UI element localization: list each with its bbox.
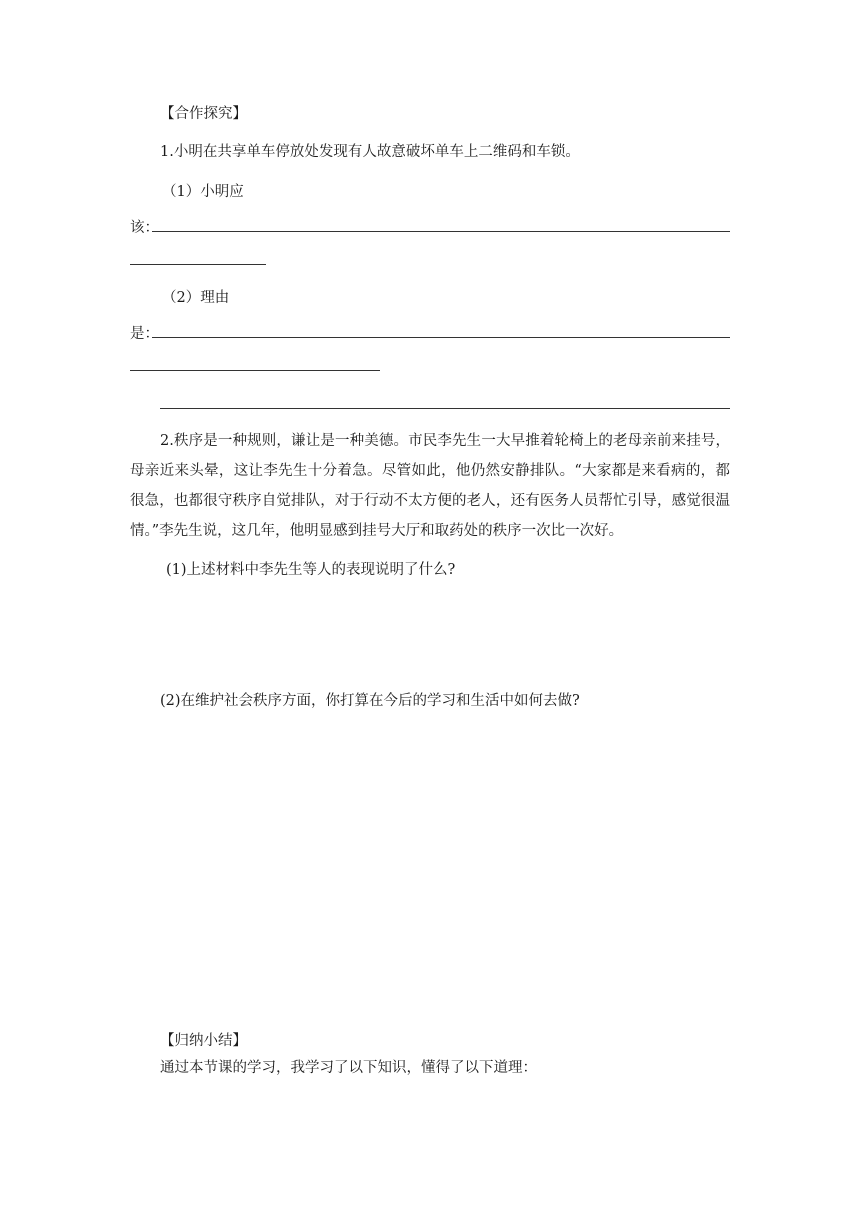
question-1-part-2-label: （2）理由 — [162, 290, 230, 306]
question-1-part-1-continuation: 该： — [130, 220, 159, 236]
question-1-part-2-continuation: 是： — [130, 326, 159, 342]
question-2-sub-2: (2)在维护社会秩序方面，你打算在今后的学习和生活中如何去做? — [160, 693, 580, 709]
question-2-sub-1: (1)上述材料中李先生等人的表现说明了什么? — [166, 562, 456, 578]
question-2-passage — [130, 426, 730, 546]
summary-prompt: 通过本节课的学习，我学习了以下知识，懂得了以下道理： — [160, 1060, 537, 1076]
answer-line[interactable] — [130, 264, 266, 265]
question-2-passage-text: 2.秩序是一种规则，谦让是一种美德。市民李先生一大早推着轮椅上的老母亲前来挂号，母亲近来头晕，这让李先生十分着急。尽管如此，他仍然安静排队。“大家都是来看病的，都很急，也都很守秩序自觉排队，对于行动不太方便的老人，还有医务人员帮忙引导，感觉很温情。”李先生说，这几年，他明显感到挂号大厅和取药处的秩序一次比一次好。 — [130, 433, 730, 539]
question-1-stem: 1.小明在共享单车停放处发现有人故意破坏单车上二维码和车锁。 — [160, 144, 580, 160]
answer-line[interactable] — [152, 231, 730, 232]
section-heading-summary: 【归纳小结】 — [160, 1033, 247, 1049]
answer-line[interactable] — [130, 370, 380, 371]
question-1-part-1-label: （1）小明应 — [162, 184, 244, 200]
section-heading-cooperate: 【合作探究】 — [160, 106, 247, 122]
answer-line[interactable] — [160, 408, 730, 409]
answer-line[interactable] — [152, 337, 730, 338]
